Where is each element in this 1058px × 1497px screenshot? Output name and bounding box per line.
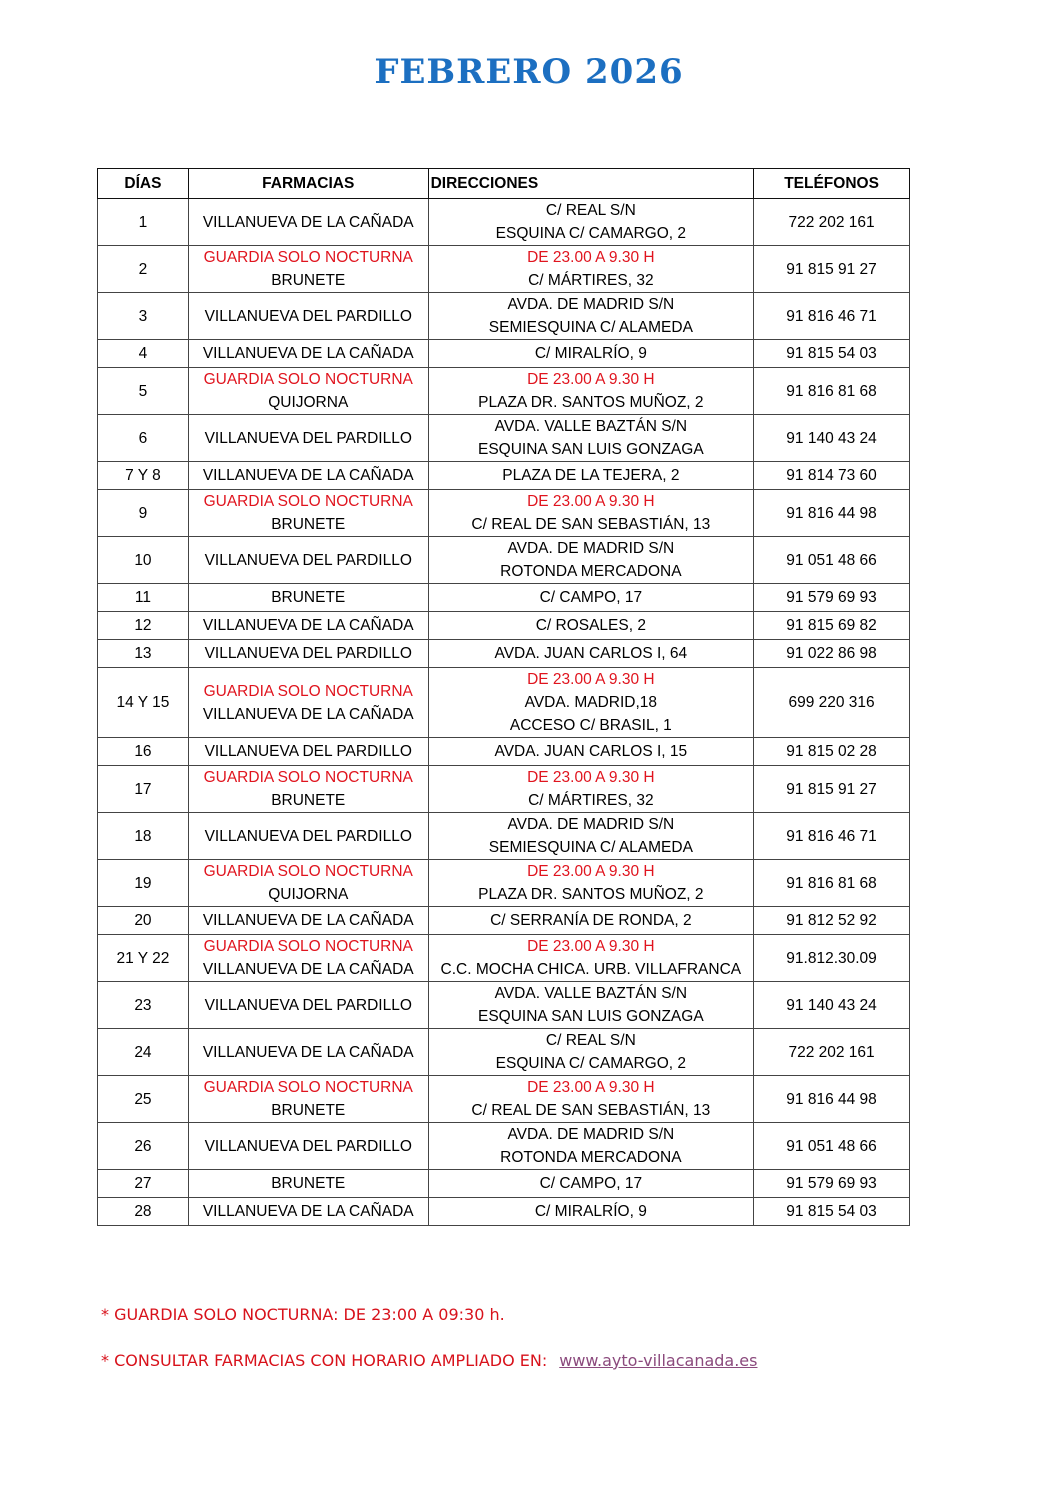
night-hours-label: DE 23.00 A 9.30 H [527, 671, 655, 688]
day-cell: 26 [98, 1123, 189, 1170]
night-guard-note: * GUARDIA SOLO NOCTURNA: DE 23:00 A 09:30 h. [101, 1305, 505, 1324]
address-cell [428, 1029, 754, 1076]
consult-note-text: * CONSULTAR FARMACIAS CON HORARIO AMPLIADO EN: [101, 1351, 548, 1370]
phone-cell: 91 816 44 98 [754, 490, 910, 537]
table-row [98, 935, 910, 982]
day-cell: 17 [98, 766, 189, 813]
address-cell [428, 640, 754, 668]
day-cell: 7 Y 8 [98, 462, 189, 490]
table-row [98, 340, 910, 368]
table-row [98, 368, 910, 415]
address-cell [428, 935, 754, 982]
address-cell [428, 860, 754, 907]
address-line: ESQUINA SAN LUIS GONZAGA [478, 441, 704, 458]
table-row [98, 668, 910, 738]
header-phones: TELÉFONOS [754, 169, 910, 199]
night-guard-label: GUARDIA SOLO NOCTURNA [203, 863, 413, 880]
table-row [98, 462, 910, 490]
table-row [98, 738, 910, 766]
phone-cell: 91 022 86 98 [754, 640, 910, 668]
address-line: C/ REAL S/N [545, 202, 636, 219]
phone-cell: 91 051 48 66 [754, 1123, 910, 1170]
address-cell [428, 415, 754, 462]
pharmacy-cell [188, 368, 428, 415]
pharmacy-name: VILLANUEVA DE LA CAÑADA [202, 705, 414, 723]
pharmacy-name: VILLANUEVA DE LA CAÑADA [202, 1203, 414, 1220]
address-cell [428, 462, 754, 490]
address-cell [428, 668, 754, 738]
table-row [98, 584, 910, 612]
day-cell: 10 [98, 537, 189, 584]
address-line: C.C. MOCHA CHICA. URB. VILLAFRANCA [440, 961, 742, 978]
day-cell: 27 [98, 1170, 189, 1198]
address-cell [428, 1170, 754, 1198]
address-line: C/ MIRALRÍO, 9 [534, 345, 647, 362]
table-row [98, 907, 910, 935]
consult-note [101, 1351, 757, 1370]
address-cell [428, 907, 754, 935]
night-hours-label: DE 23.00 A 9.30 H [527, 938, 655, 955]
day-cell: 1 [98, 199, 189, 246]
pharmacy-name: VILLANUEVA DE LA CAÑADA [202, 467, 414, 484]
address-line: ESQUINA SAN LUIS GONZAGA [478, 1008, 704, 1025]
table-row [98, 199, 910, 246]
pharmacy-schedule-table [97, 168, 910, 1226]
night-hours-label: DE 23.00 A 9.30 H [527, 863, 655, 880]
address-line: PLAZA DE LA TEJERA, 2 [502, 467, 680, 484]
table-row [98, 1029, 910, 1076]
address-line: ESQUINA C/ CAMARGO, 2 [495, 225, 687, 242]
day-cell: 11 [98, 584, 189, 612]
address-cell [428, 584, 754, 612]
pharmacy-name: BRUNETE [271, 1175, 346, 1192]
address-cell [428, 537, 754, 584]
phone-cell: 91 579 69 93 [754, 1170, 910, 1198]
night-hours-label: DE 23.00 A 9.30 H [527, 493, 655, 510]
pharmacy-name: VILLANUEVA DEL PARDILLO [204, 743, 412, 760]
pharmacy-cell [188, 813, 428, 860]
table-row [98, 1076, 910, 1123]
address-line: AVDA. VALLE BAZTÁN S/N [494, 985, 688, 1002]
day-cell: 16 [98, 738, 189, 766]
header-addresses: DIRECCIONES [428, 169, 754, 199]
table-row [98, 982, 910, 1029]
address-line: ESQUINA C/ CAMARGO, 2 [495, 1055, 687, 1072]
address-cell [428, 738, 754, 766]
pharmacy-cell [188, 1170, 428, 1198]
table-row [98, 640, 910, 668]
pharmacy-cell [188, 1076, 428, 1123]
pharmacy-name: VILLANUEVA DEL PARDILLO [204, 307, 412, 325]
phone-cell: 91 816 46 71 [754, 293, 910, 340]
day-cell: 5 [98, 368, 189, 415]
pharmacy-name: VILLANUEVA DEL PARDILLO [204, 996, 412, 1014]
day-cell: 25 [98, 1076, 189, 1123]
table-row [98, 1123, 910, 1170]
address-cell [428, 293, 754, 340]
day-cell: 28 [98, 1198, 189, 1226]
pharmacy-name: VILLANUEVA DEL PARDILLO [204, 645, 412, 662]
day-cell: 3 [98, 293, 189, 340]
address-cell [428, 612, 754, 640]
pharmacy-cell [188, 415, 428, 462]
pharmacy-name: BRUNETE [271, 516, 346, 533]
page-title: FEBRERO 2026 [374, 52, 684, 92]
table-row [98, 860, 910, 907]
pharmacy-name: QUIJORNA [268, 886, 349, 903]
address-cell [428, 766, 754, 813]
table-row [98, 766, 910, 813]
pharmacy-cell [188, 766, 428, 813]
header-pharmacies: FARMACIAS [188, 169, 428, 199]
night-hours-label: DE 23.00 A 9.30 H [527, 1079, 655, 1096]
address-cell [428, 982, 754, 1029]
pharmacy-name: BRUNETE [271, 1102, 346, 1119]
pharmacy-cell [188, 1198, 428, 1226]
day-cell: 23 [98, 982, 189, 1029]
night-guard-label: GUARDIA SOLO NOCTURNA [203, 371, 413, 388]
address-line: AVDA. DE MADRID S/N [507, 296, 675, 313]
phone-cell: 91 815 54 03 [754, 1198, 910, 1226]
address-cell [428, 1198, 754, 1226]
phone-cell: 91 816 46 71 [754, 813, 910, 860]
pharmacy-cell [188, 584, 428, 612]
phone-cell: 91 816 44 98 [754, 1076, 910, 1123]
table-row [98, 1170, 910, 1198]
phone-cell: 91 815 91 27 [754, 766, 910, 813]
day-cell: 13 [98, 640, 189, 668]
address-line: AVDA. DE MADRID S/N [507, 540, 675, 557]
pharmacy-cell [188, 537, 428, 584]
pharmacy-cell [188, 935, 428, 982]
address-line: C/ CAMPO, 17 [539, 589, 643, 606]
pharmacy-name: BRUNETE [271, 792, 346, 809]
phone-cell: 91 815 69 82 [754, 612, 910, 640]
night-guard-label: GUARDIA SOLO NOCTURNA [203, 682, 413, 700]
address-line: C/ REAL DE SAN SEBASTIÁN, 13 [471, 1102, 711, 1119]
phone-cell: 91 140 43 24 [754, 982, 910, 1029]
address-line: C/ REAL S/N [545, 1032, 636, 1049]
phone-cell: 91 816 81 68 [754, 368, 910, 415]
address-line: C/ MÁRTIRES, 32 [528, 792, 654, 809]
day-cell: 24 [98, 1029, 189, 1076]
day-cell: 9 [98, 490, 189, 537]
address-cell [428, 246, 754, 293]
address-cell [428, 340, 754, 368]
day-cell: 21 Y 22 [98, 935, 189, 982]
day-cell: 2 [98, 246, 189, 293]
address-line: ACCESO C/ BRASIL, 1 [509, 717, 672, 734]
phone-cell: 722 202 161 [754, 1029, 910, 1076]
address-line: C/ SERRANÍA DE RONDA, 2 [490, 912, 692, 929]
address-line: ROTONDA MERCADONA [500, 563, 682, 580]
header-days: DÍAS [98, 169, 189, 199]
phone-cell: 91.812.30.09 [754, 935, 910, 982]
day-cell: 19 [98, 860, 189, 907]
address-line: AVDA. DE MADRID S/N [507, 1126, 675, 1143]
pharmacy-name: BRUNETE [271, 589, 346, 606]
phone-cell: 91 816 81 68 [754, 860, 910, 907]
night-guard-label: GUARDIA SOLO NOCTURNA [203, 1079, 413, 1096]
address-cell [428, 368, 754, 415]
phone-cell: 91 140 43 24 [754, 415, 910, 462]
address-cell [428, 1123, 754, 1170]
pharmacy-cell [188, 982, 428, 1029]
address-cell [428, 490, 754, 537]
table-body [98, 199, 910, 1226]
phone-cell: 91 815 54 03 [754, 340, 910, 368]
table-row [98, 415, 910, 462]
pharmacy-cell [188, 738, 428, 766]
address-line: C/ MÁRTIRES, 32 [528, 272, 654, 289]
pharmacy-cell [188, 199, 428, 246]
pharmacy-name: VILLANUEVA DE LA CAÑADA [202, 961, 414, 978]
pharmacy-name: VILLANUEVA DEL PARDILLO [204, 827, 412, 845]
day-cell: 14 Y 15 [98, 668, 189, 738]
pharmacy-name: VILLANUEVA DEL PARDILLO [204, 1137, 412, 1155]
address-cell [428, 199, 754, 246]
night-guard-label: GUARDIA SOLO NOCTURNA [203, 493, 413, 510]
pharmacy-cell [188, 668, 428, 738]
table-row [98, 1198, 910, 1226]
phone-cell: 91 815 02 28 [754, 738, 910, 766]
pharmacy-cell [188, 490, 428, 537]
table-row [98, 813, 910, 860]
pharmacy-cell [188, 612, 428, 640]
address-line: ROTONDA MERCADONA [500, 1149, 682, 1166]
address-line: C/ MIRALRÍO, 9 [534, 1203, 647, 1220]
phone-cell: 91 579 69 93 [754, 584, 910, 612]
address-line: SEMIESQUINA C/ ALAMEDA [488, 839, 693, 856]
address-cell [428, 813, 754, 860]
address-line: AVDA. MADRID,18 [524, 694, 658, 711]
address-line: C/ CAMPO, 17 [539, 1175, 643, 1192]
night-hours-label: DE 23.00 A 9.30 H [527, 769, 655, 786]
phone-cell: 91 814 73 60 [754, 462, 910, 490]
pharmacy-name: VILLANUEVA DEL PARDILLO [204, 429, 412, 447]
pharmacy-cell [188, 462, 428, 490]
website-link[interactable]: www.ayto-villacanada.es [559, 1351, 758, 1370]
pharmacy-cell [188, 640, 428, 668]
table-row [98, 537, 910, 584]
table-row [98, 490, 910, 537]
address-line: C/ ROSALES, 2 [535, 617, 646, 634]
pharmacy-cell [188, 246, 428, 293]
day-cell: 12 [98, 612, 189, 640]
phone-cell: 699 220 316 [754, 668, 910, 738]
day-cell: 20 [98, 907, 189, 935]
table-row [98, 246, 910, 293]
pharmacy-cell [188, 293, 428, 340]
pharmacy-cell [188, 860, 428, 907]
night-guard-label: GUARDIA SOLO NOCTURNA [203, 938, 413, 955]
pharmacy-cell [188, 340, 428, 368]
address-line: AVDA. VALLE BAZTÁN S/N [494, 418, 688, 435]
pharmacy-cell [188, 907, 428, 935]
pharmacy-cell [188, 1123, 428, 1170]
pharmacy-name: VILLANUEVA DE LA CAÑADA [202, 213, 414, 231]
day-cell: 4 [98, 340, 189, 368]
pharmacy-name: VILLANUEVA DE LA CAÑADA [202, 345, 414, 362]
pharmacy-cell [188, 1029, 428, 1076]
phone-cell: 91 812 52 92 [754, 907, 910, 935]
phone-cell: 91 815 91 27 [754, 246, 910, 293]
address-line: SEMIESQUINA C/ ALAMEDA [488, 319, 693, 336]
day-cell: 6 [98, 415, 189, 462]
pharmacy-name: QUIJORNA [268, 394, 349, 411]
day-cell: 18 [98, 813, 189, 860]
pharmacy-name: BRUNETE [271, 272, 346, 289]
phone-cell: 722 202 161 [754, 199, 910, 246]
night-guard-label: GUARDIA SOLO NOCTURNA [203, 769, 413, 786]
table-row [98, 612, 910, 640]
pharmacy-name: VILLANUEVA DE LA CAÑADA [202, 912, 414, 929]
night-guard-label: GUARDIA SOLO NOCTURNA [203, 249, 413, 266]
night-hours-label: DE 23.00 A 9.30 H [527, 249, 655, 266]
phone-cell: 91 051 48 66 [754, 537, 910, 584]
address-line: AVDA. DE MADRID S/N [507, 816, 675, 833]
night-hours-label: DE 23.00 A 9.30 H [527, 371, 655, 388]
pharmacy-name: VILLANUEVA DE LA CAÑADA [202, 1043, 414, 1061]
address-line: AVDA. JUAN CARLOS I, 15 [494, 743, 688, 760]
pharmacy-name: VILLANUEVA DEL PARDILLO [204, 551, 412, 569]
address-cell [428, 1076, 754, 1123]
address-line: C/ REAL DE SAN SEBASTIÁN, 13 [471, 516, 711, 533]
address-line: PLAZA DR. SANTOS MUÑOZ, 2 [478, 886, 704, 903]
table-header-row [98, 169, 910, 199]
table-row [98, 293, 910, 340]
address-line: AVDA. JUAN CARLOS I, 64 [494, 645, 688, 662]
address-line: PLAZA DR. SANTOS MUÑOZ, 2 [478, 394, 704, 411]
pharmacy-name: VILLANUEVA DE LA CAÑADA [202, 617, 414, 634]
